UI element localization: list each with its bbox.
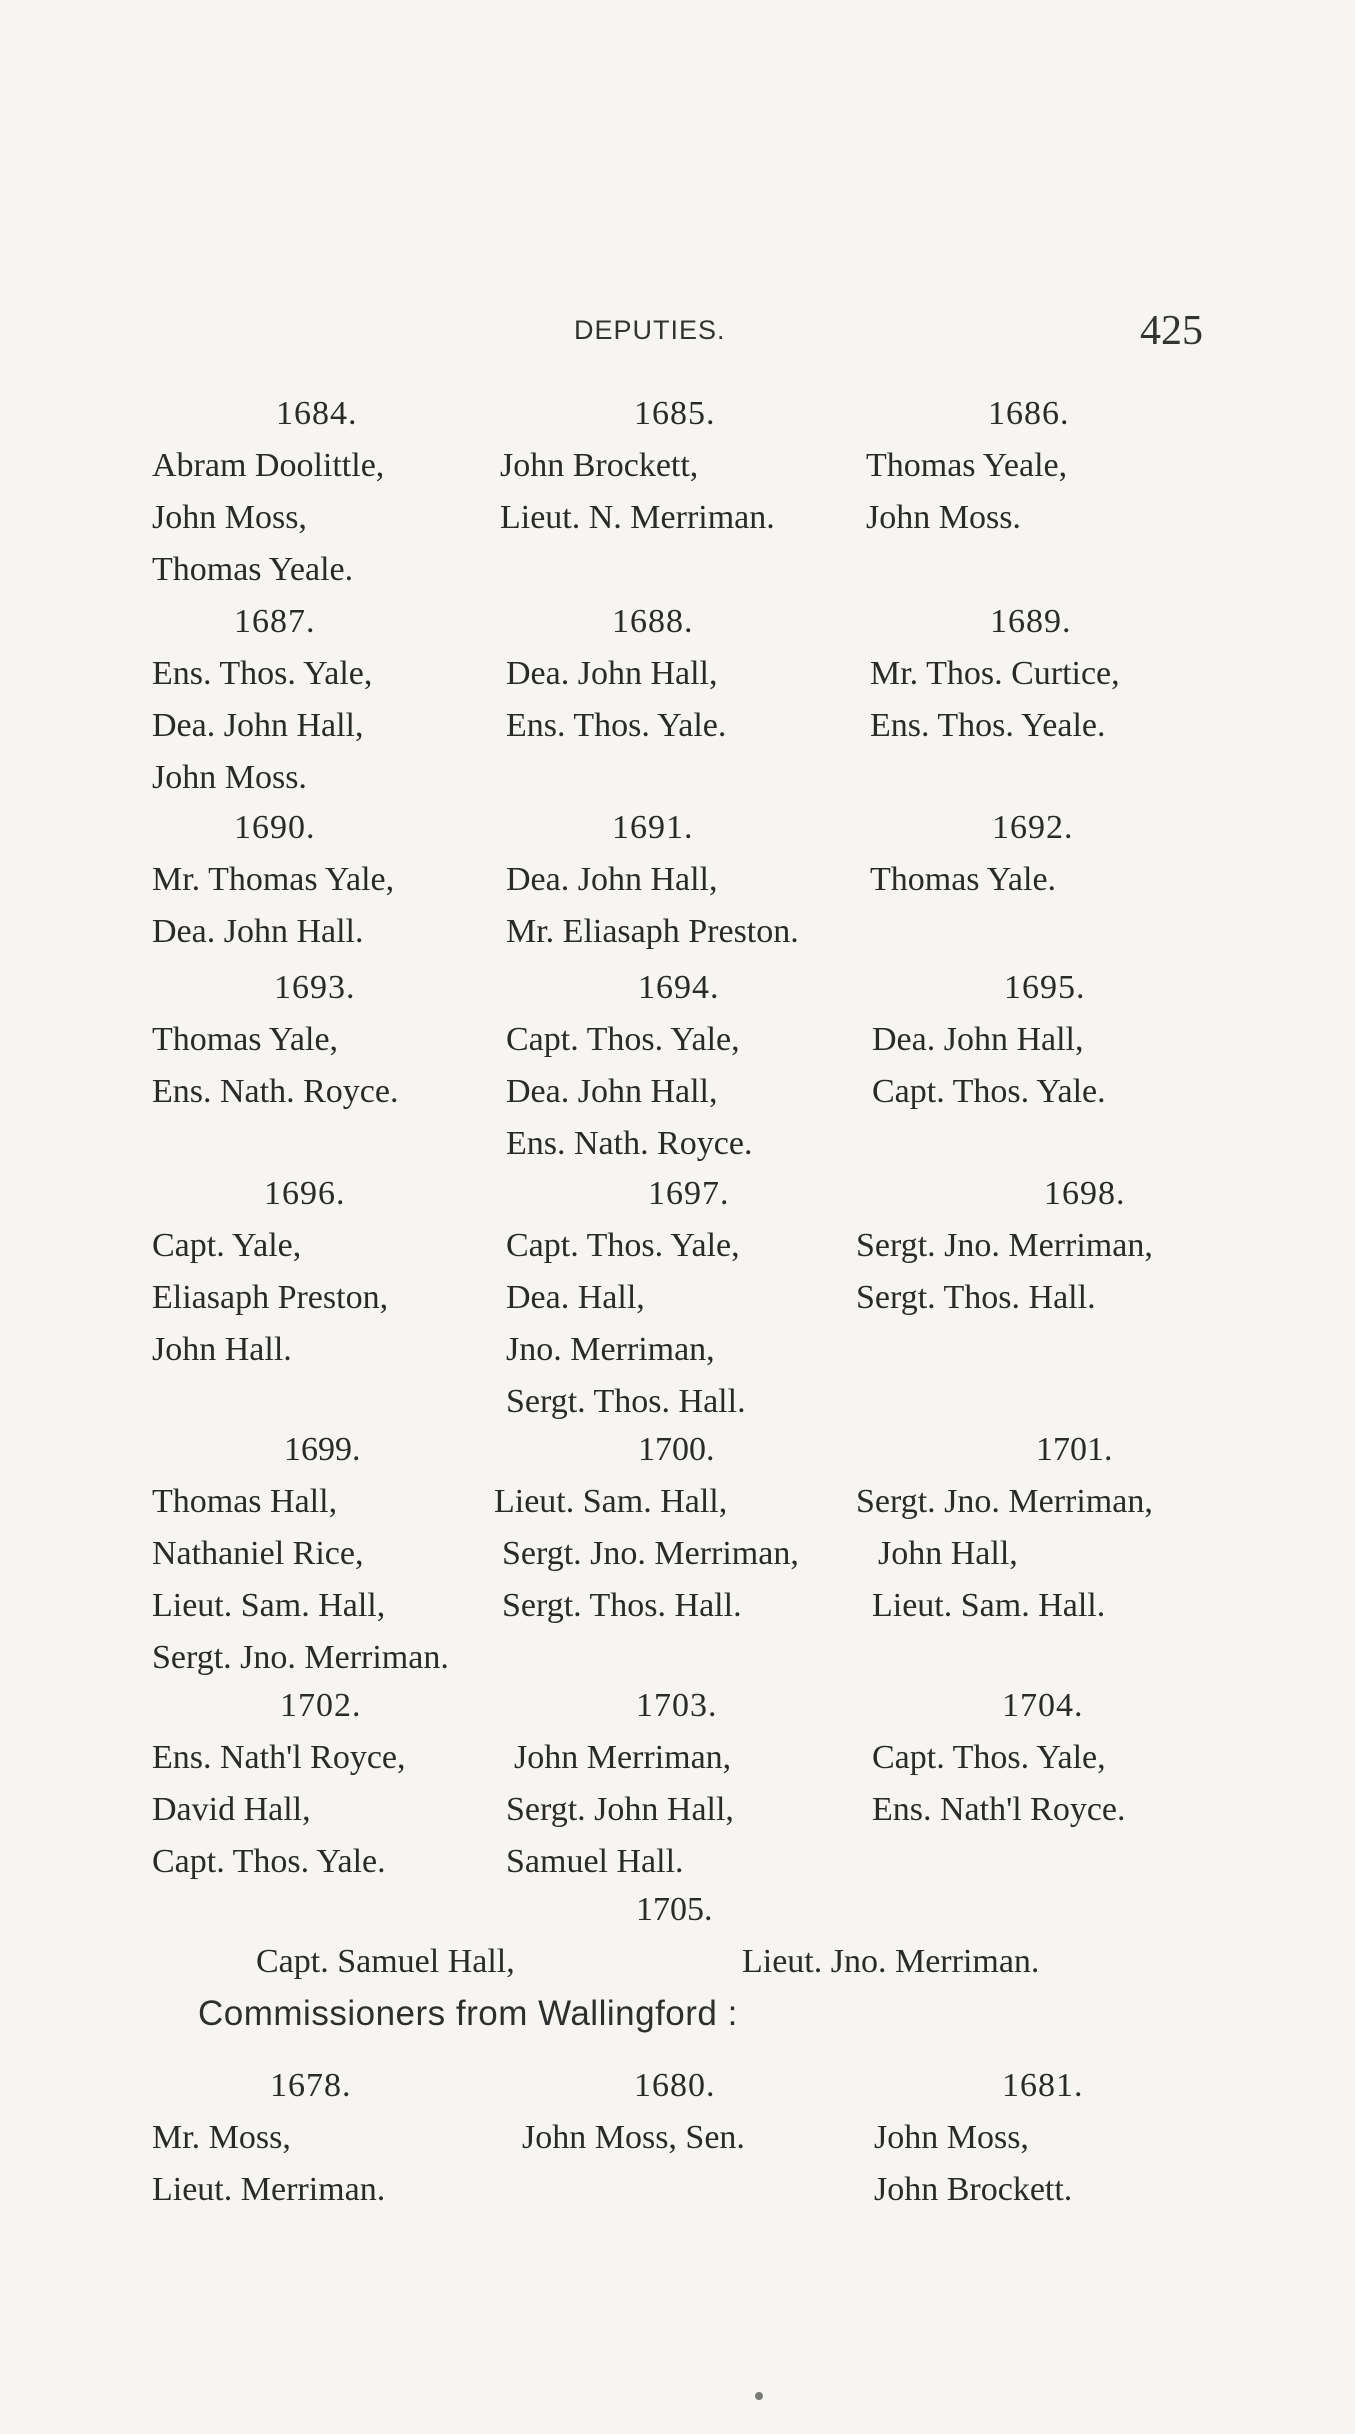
column-1686 — [866, 388, 1070, 544]
deputy-name: Sergt. John Hall, — [506, 1791, 734, 1828]
deputy-name: Mr. Thos. Curtice, — [870, 655, 1120, 692]
deputy-name: David Hall, — [152, 1791, 311, 1828]
year-label: 1687. — [234, 603, 316, 640]
year-label: 1699. — [284, 1431, 361, 1468]
deputy-name: Sergt. Thos. Hall. — [502, 1587, 742, 1624]
deputy-name: John Merriman, — [514, 1739, 732, 1776]
deputy-name: Capt. Samuel Hall, — [256, 1943, 515, 1980]
deputy-name: Ens. Nath. Royce. — [152, 1073, 399, 1110]
year-label: 1689. — [990, 603, 1072, 640]
deputy-name: Thomas Yale, — [152, 1021, 339, 1058]
deputy-name: Jno. Merriman, — [506, 1331, 715, 1368]
year-label: 1688. — [612, 603, 694, 640]
column-1678 — [152, 2060, 385, 2216]
deputy-name: Dea. John Hall, — [152, 707, 364, 744]
deputy-name: Ens. Nath. Royce. — [506, 1125, 753, 1162]
commissioner-name: John Brockett. — [874, 2171, 1073, 2208]
deputy-name: Mr. Thomas Yale, — [152, 861, 395, 898]
deputy-name: Lieut. N. Merriman. — [500, 499, 775, 536]
column-1694 — [506, 962, 752, 1170]
column-1698 — [856, 1168, 1153, 1324]
column-1692 — [870, 802, 1074, 906]
deputy-name: John Moss. — [152, 759, 307, 796]
deputy-name: Dea. John Hall. — [152, 913, 364, 950]
deputy-name: Sergt. Thos. Hall. — [856, 1279, 1096, 1316]
column-1685 — [500, 388, 775, 544]
page-header — [0, 308, 1355, 365]
column-1702 — [152, 1680, 406, 1888]
column-1704 — [872, 1680, 1126, 1836]
deputy-name: Ens. Nath'l Royce. — [872, 1791, 1126, 1828]
year-label: 1696. — [264, 1175, 346, 1212]
deputy-name: Ens. Thos. Yale. — [506, 707, 727, 744]
deputy-name: Samuel Hall. — [506, 1843, 684, 1880]
year-label: 1684. — [276, 395, 358, 432]
year-label: 1685. — [634, 395, 716, 432]
deputy-name: Capt. Yale, — [152, 1227, 302, 1264]
deputy-name: Abram Doolittle, — [152, 447, 385, 484]
deputy-name: Capt. Thos. Yale. — [152, 1843, 386, 1880]
column-1687 — [152, 596, 372, 804]
commissioner-name: John Moss, — [874, 2119, 1029, 2156]
year-block-1699 — [0, 1424, 1355, 1676]
deputy-name: Thomas Yale. — [870, 861, 1057, 898]
column-1695 — [872, 962, 1106, 1118]
year-label: 1690. — [234, 809, 316, 846]
deputy-name: Lieut. Sam. Hall, — [494, 1483, 728, 1520]
deputy-name: Sergt. Thos. Hall. — [506, 1383, 746, 1420]
column-1693 — [152, 962, 398, 1118]
deputy-name: Dea. John Hall, — [506, 1073, 718, 1110]
year-label: 1702. — [280, 1687, 362, 1724]
deputy-name: Dea. Hall, — [506, 1279, 645, 1316]
deputy-name: John Moss, — [152, 499, 307, 536]
column-1690 — [152, 802, 394, 958]
column-1688 — [506, 596, 726, 752]
deputy-name: Ens. Thos. Yale, — [152, 655, 373, 692]
deputy-name: Sergt. Jno. Merriman, — [856, 1483, 1153, 1520]
column-1696 — [152, 1168, 388, 1376]
deputy-name: John Moss. — [866, 499, 1021, 536]
deputy-name: Thomas Hall, — [152, 1483, 338, 1520]
deputy-name: Eliasaph Preston, — [152, 1279, 389, 1316]
deputy-name: Lieut. Jno. Merriman. — [742, 1943, 1040, 1980]
year-label: 1704. — [1002, 1687, 1084, 1724]
running-head: DEPUTIES. — [574, 315, 726, 345]
deputy-name: Mr. Eliasaph Preston. — [506, 913, 799, 950]
year-label: 1678. — [270, 2067, 352, 2104]
deputy-name: Capt. Thos. Yale. — [872, 1073, 1106, 1110]
commissioner-name: John Moss, Sen. — [522, 2119, 745, 2156]
deputy-name: John Brockett, — [500, 447, 699, 484]
deputy-name: Sergt. Jno. Merriman, — [856, 1227, 1153, 1264]
year-block-1705 — [0, 1884, 1355, 1994]
year-label: 1691. — [612, 809, 694, 846]
deputy-name: Dea. John Hall, — [872, 1021, 1084, 1058]
year-label: 1692. — [992, 809, 1074, 846]
deputy-name: Sergt. Jno. Merriman, — [502, 1535, 799, 1572]
column-1691 — [506, 802, 799, 958]
column-1681 — [874, 2060, 1084, 2216]
ink-speck — [755, 2392, 763, 2400]
deputy-name: Thomas Yeale, — [866, 447, 1068, 484]
commissioners-heading: Commissioners from Wallingford : — [198, 1994, 738, 2033]
year-label: 1694. — [638, 969, 720, 1006]
column-1689 — [870, 596, 1120, 752]
deputy-name: Dea. John Hall, — [506, 655, 718, 692]
deputy-name: Lieut. Sam. Hall. — [872, 1587, 1106, 1624]
year-label: 1681. — [1002, 2067, 1084, 2104]
year-label: 1680. — [634, 2067, 716, 2104]
column-1680 — [522, 2060, 745, 2164]
deputy-name: Ens. Thos. Yeale. — [870, 707, 1106, 744]
year-label: 1686. — [988, 395, 1070, 432]
commissioner-name: Mr. Moss, — [152, 2119, 291, 2156]
deputy-name: Capt. Thos. Yale, — [506, 1021, 740, 1058]
year-label: 1698. — [1044, 1175, 1126, 1212]
commissioner-name: Lieut. Merriman. — [152, 2171, 386, 2208]
deputy-name: John Hall. — [152, 1331, 292, 1368]
year-label: 1700. — [638, 1431, 715, 1468]
deputy-name: Sergt. Jno. Merriman. — [152, 1639, 449, 1676]
deputy-name: John Hall, — [878, 1535, 1018, 1572]
deputy-name: Nathaniel Rice, — [152, 1535, 364, 1572]
deputy-name: Capt. Thos. Yale, — [872, 1739, 1106, 1776]
year-label: 1697. — [648, 1175, 730, 1212]
year-label: 1701. — [1036, 1431, 1113, 1468]
year-label: 1703. — [636, 1687, 718, 1724]
deputy-name: Lieut. Sam. Hall, — [152, 1587, 386, 1624]
column-1703 — [506, 1680, 734, 1888]
column-1697 — [506, 1168, 746, 1428]
deputy-name: Capt. Thos. Yale, — [506, 1227, 740, 1264]
deputy-name: Ens. Nath'l Royce, — [152, 1739, 406, 1776]
deputy-name: Dea. John Hall, — [506, 861, 718, 898]
page-number: 425 — [1140, 308, 1203, 354]
year-label: 1705. — [636, 1891, 713, 1928]
year-label: 1695. — [1004, 969, 1086, 1006]
column-1684 — [152, 388, 384, 596]
deputy-name: Thomas Yeale. — [152, 551, 354, 588]
year-label: 1693. — [274, 969, 356, 1006]
